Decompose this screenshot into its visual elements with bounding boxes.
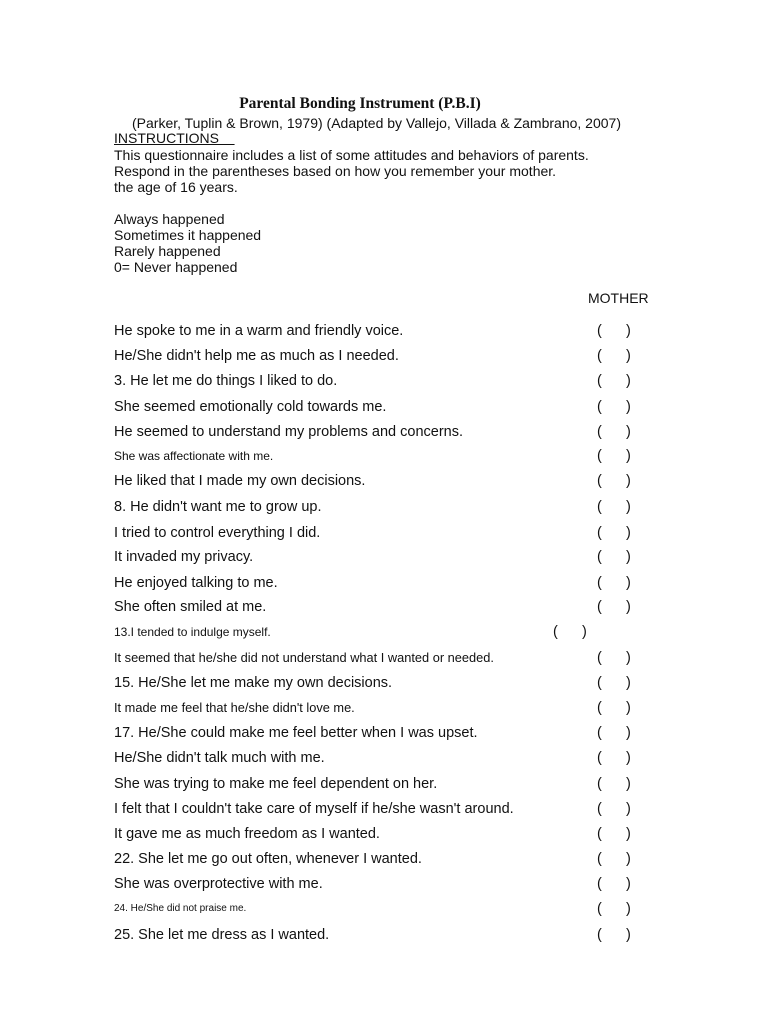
questionnaire-item (114, 394, 654, 419)
answer-blank[interactable]: ( ) (597, 524, 631, 541)
answer-blank[interactable]: ( ) (597, 926, 631, 943)
instructions-line: the age of 16 years. (114, 179, 238, 195)
item-text: 8. He didn't want me to grow up. (114, 498, 322, 515)
answer-blank[interactable]: ( ) (597, 472, 631, 489)
instructions-heading: INSTRUCTIONS (114, 130, 235, 146)
questionnaire-item (114, 343, 654, 368)
answer-blank[interactable]: ( ) (597, 548, 631, 565)
answer-blank[interactable]: ( ) (553, 623, 587, 640)
instructions-line: Respond in the parentheses based on how you remember your mother. (114, 163, 557, 179)
answer-blank[interactable]: ( ) (597, 875, 631, 892)
questionnaire-item (114, 570, 654, 595)
scale-option: 0= Never happened (114, 259, 238, 275)
mother-column-header: MOTHER (588, 290, 649, 306)
item-text: 25. She let me dress as I wanted. (114, 926, 330, 943)
questionnaire-item (114, 871, 654, 896)
questionnaire-item (114, 619, 654, 644)
item-text: 13.I tended to indulge myself. (114, 624, 271, 639)
item-text: He/She didn't help me as much as I needed. (114, 347, 399, 364)
questionnaire-item (114, 695, 654, 720)
item-text: She was affectionate with me. (114, 448, 274, 463)
answer-blank[interactable]: ( ) (597, 498, 631, 515)
questionnaire-item (114, 821, 654, 846)
questionnaire-item (114, 318, 654, 343)
answer-blank[interactable]: ( ) (597, 574, 631, 591)
questionnaire-item (114, 468, 654, 493)
item-text: He liked that I made my own decisions. (114, 472, 366, 489)
item-text: 22. She let me go out often, whenever I wanted. (114, 850, 422, 867)
questionnaire-item (114, 443, 654, 468)
item-text: He/She didn't talk much with me. (114, 749, 325, 766)
questionnaire-item (114, 419, 654, 444)
questionnaire-item (114, 796, 654, 821)
questionnaire-item (114, 494, 654, 519)
scale-option: Always happened (114, 211, 225, 227)
item-text: She was trying to make me feel dependent on her. (114, 775, 438, 792)
item-text: I tried to control everything I did. (114, 524, 321, 541)
questionnaire-item (114, 670, 654, 695)
item-text: It invaded my privacy. (114, 548, 254, 565)
answer-blank[interactable]: ( ) (597, 900, 631, 917)
document-title: Parental Bonding Instrument (P.B.I) (239, 95, 481, 112)
item-text: It gave me as much freedom as I wanted. (114, 825, 380, 842)
item-text: She seemed emotionally cold towards me. (114, 398, 387, 415)
questionnaire-item (114, 645, 654, 670)
questionnaire-item (114, 896, 654, 921)
item-text: It seemed that he/she did not understand what I wanted or needed. (114, 650, 494, 665)
item-text: 17. He/She could make me feel better when I was upset. (114, 724, 478, 741)
item-text: It made me feel that he/she didn't love me. (114, 700, 355, 715)
answer-blank[interactable]: ( ) (597, 347, 631, 364)
answer-blank[interactable]: ( ) (597, 398, 631, 415)
answer-blank[interactable]: ( ) (597, 674, 631, 691)
answer-blank[interactable]: ( ) (597, 423, 631, 440)
citation-subtitle: (Parker, Tuplin & Brown, 1979) (Adapted by Vallejo, Villada & Zambrano, 2007) (132, 115, 621, 131)
item-text: She was overprotective with me. (114, 875, 323, 892)
item-text: 15. He/She let me make my own decisions. (114, 674, 393, 691)
answer-blank[interactable]: ( ) (597, 649, 631, 666)
answer-blank[interactable]: ( ) (597, 800, 631, 817)
questionnaire-item (114, 594, 654, 619)
answer-blank[interactable]: ( ) (597, 825, 631, 842)
item-text: 3. He let me do things I liked to do. (114, 372, 338, 389)
answer-blank[interactable]: ( ) (597, 850, 631, 867)
instructions-text (114, 147, 589, 195)
answer-blank[interactable]: ( ) (597, 749, 631, 766)
questionnaire-item (114, 720, 654, 745)
questionnaire-item (114, 520, 654, 545)
item-text: She often smiled at me. (114, 598, 267, 615)
questionnaire-item (114, 745, 654, 770)
item-text: 24. He/She did not praise me. (114, 903, 247, 914)
answer-blank[interactable]: ( ) (597, 598, 631, 615)
questionnaire-item (114, 771, 654, 796)
answer-blank[interactable]: ( ) (597, 775, 631, 792)
answer-blank[interactable]: ( ) (597, 372, 631, 389)
item-text: He seemed to understand my problems and concerns. (114, 423, 463, 440)
answer-blank[interactable]: ( ) (597, 322, 631, 339)
response-scale (114, 211, 261, 275)
item-text: I felt that I couldn't take care of myself if he/she wasn't around. (114, 800, 514, 817)
scale-option: Sometimes it happened (114, 227, 262, 243)
item-text: He spoke to me in a warm and friendly voice. (114, 322, 404, 339)
instructions-line: This questionnaire includes a list of some attitudes and behaviors of parents. (114, 147, 589, 163)
questionnaire-item (114, 846, 654, 871)
questionnaire-item (114, 922, 654, 947)
item-text: He enjoyed talking to me. (114, 574, 278, 591)
questionnaire-item (114, 544, 654, 569)
answer-blank[interactable]: ( ) (597, 724, 631, 741)
scale-option: Rarely happened (114, 243, 221, 259)
answer-blank[interactable]: ( ) (597, 699, 631, 716)
answer-blank[interactable]: ( ) (597, 447, 631, 464)
questionnaire-item (114, 368, 654, 393)
